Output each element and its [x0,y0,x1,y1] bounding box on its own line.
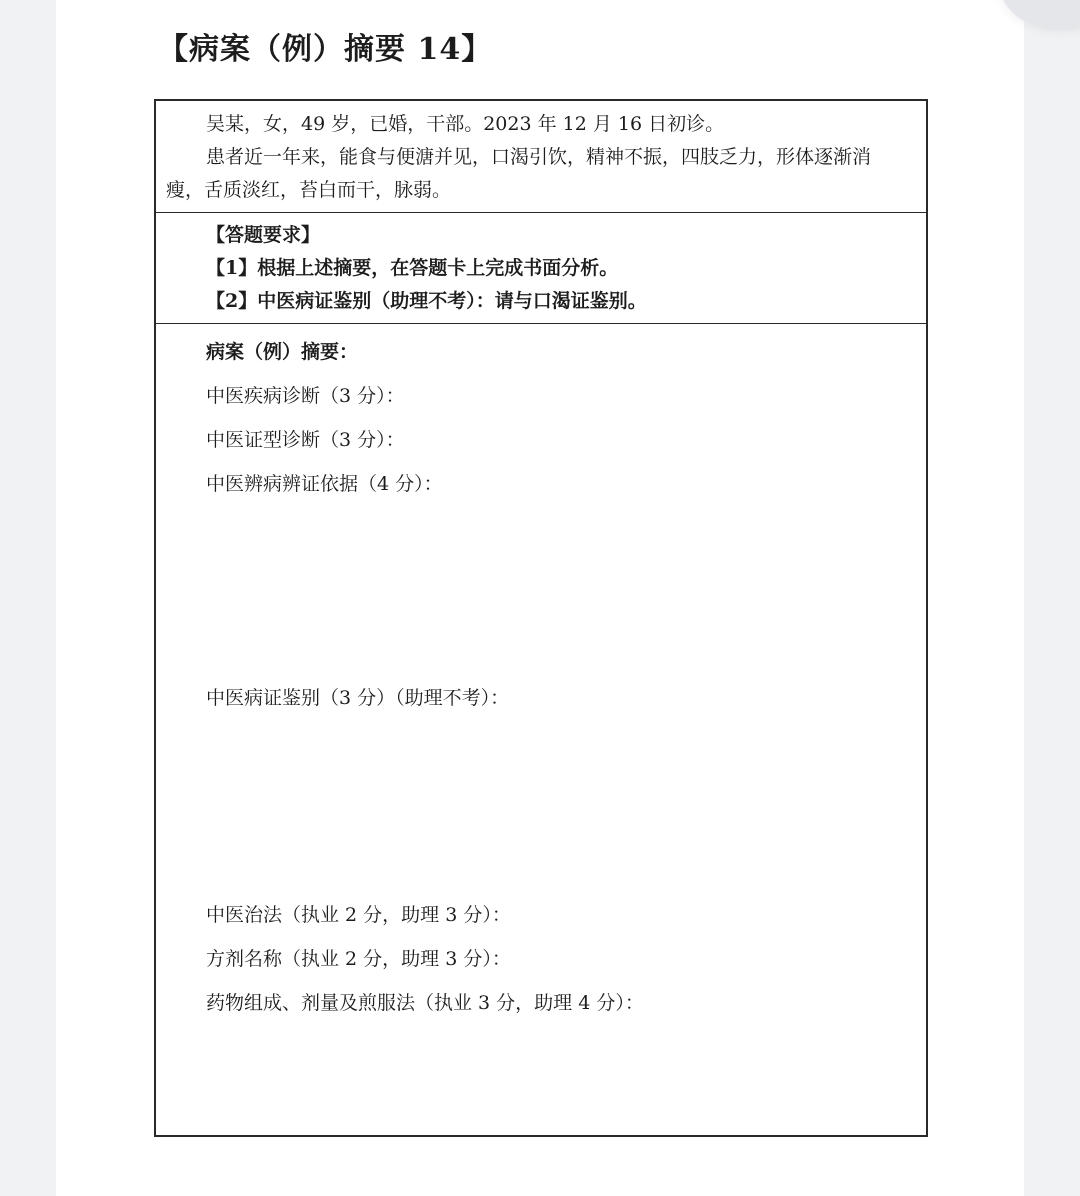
prescription-label: 方剂名称（执业 2 分，助理 3 分）： [206,948,511,970]
differential-label: 中医病证鉴别（3 分）（助理不考）： [206,687,510,709]
diagnosis-label: 中医疾病诊断（3 分）： [206,385,405,407]
page-title: 【病案（例）摘要 14】 [158,32,493,67]
case-table [154,99,928,1137]
requirements-section [156,213,926,324]
summary-line-1: 吴某，女，49 岁，已婚，干部。2023 年 12 月 16 日初诊。 [206,113,725,135]
case-summary-section [156,101,926,213]
medicine-label: 药物组成、剂量及煎服法（执业 3 分，助理 4 分）： [206,992,644,1014]
basis-label: 中医辨病辨证依据（4 分）： [206,473,443,495]
requirement-item-2: 【2】中医病证鉴别（助理不考）：请与口渴证鉴别。 [206,290,647,312]
summary-line-3: 瘦，舌质淡红，苔白而干，脉弱。 [166,179,452,201]
answer-section [156,324,926,1135]
syndrome-label: 中医证型诊断（3 分）： [206,429,405,451]
requirement-item-1: 【1】根据上述摘要，在答题卡上完成书面分析。 [206,257,619,279]
answer-heading: 病案（例）摘要： [206,341,359,363]
treatment-label: 中医治法（执业 2 分，助理 3 分）： [206,904,511,926]
summary-line-2: 患者近一年来，能食与便溏并见，口渴引饮，精神不振，四肢乏力，形体逐渐消 [206,146,872,168]
requirements-heading: 【答题要求】 [206,224,321,246]
